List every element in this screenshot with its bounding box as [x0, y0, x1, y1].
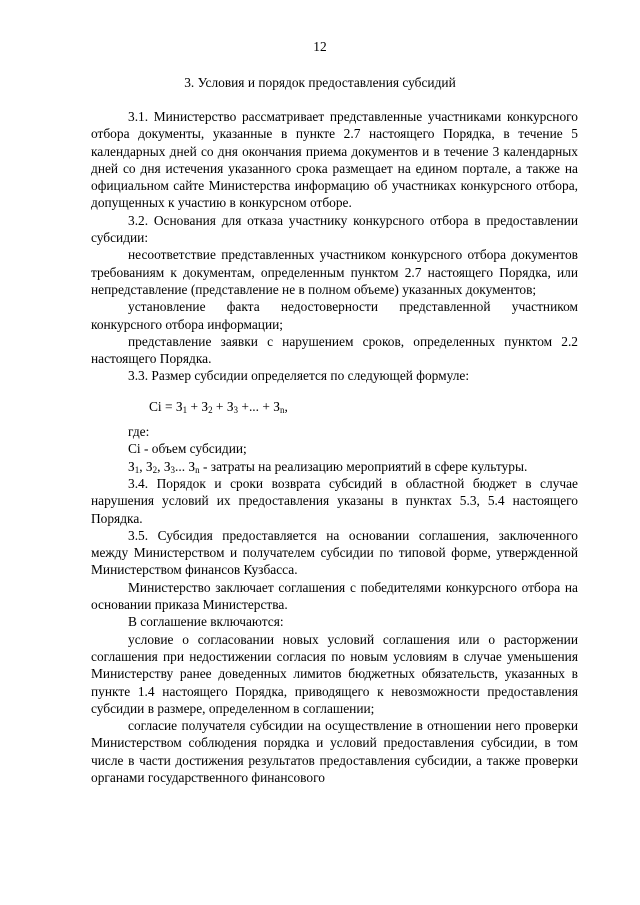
agreement-includes: В соглашение включаются: — [128, 614, 284, 630]
where-label: где: — [128, 424, 150, 440]
document-body — [91, 108, 578, 786]
section-title: 3. Условия и порядок предоставления субсидий — [184, 75, 456, 90]
refusal-reason-3: представление заявки с нарушением сроков, определенных пунктом 2.2 настоящего Порядка. — [91, 333, 578, 367]
where-costs: $З_1$, $З_2$, $З_3$... $З_n$ - затраты на реализацию мероприятий в сфере культуры. — [128, 458, 528, 475]
refusal-reason-2: установление факта недостоверности представленной участником конкурсного отбора информации; — [91, 299, 578, 332]
paragraph-3-4: 3.4. Порядок и сроки возврата субсидий в областной бюджет в случае нарушения условий их предоставления указаны в пунктах 5.3, 5.4 настоящего Порядка. — [91, 475, 578, 526]
paragraph-3-1: 3.1. Министерство рассматривает представленные участниками конкурсного отбора документы, указанные в пункте 2.7 настоящего Порядка, в течение 5 календарных дней со дня окончания приема документов и в течение 3 календарных дней со дня истечения указанного срока размещает на едином портале, а также на официальном сайте Министерства информацию об участниках конкурсного отбора, допущенных к участию в конкурсном отборе. — [91, 109, 578, 211]
page-number: 12 — [313, 39, 327, 54]
paragraph-3-5: 3.5. Субсидия предоставляется на основании соглашения, заключенного между Министерством и получателем субсидии по типовой форме, утвержденной Министерством финансов Кузбасса. — [91, 527, 578, 578]
subsidy-formula: $Ci = З_1 + З_2 + З_3$ +... + $З_n$, — [149, 398, 288, 415]
agreement-condition-1: условие о согласовании новых условий соглашения или о расторжении соглашения при недостижении согласия по новым условиям в случае уменьшения Министерству ранее доведенных лимитов бюджетных обязательств, указанных в пункте 1.4 настоящего Порядка, приводящего к невозможности предоставления субсидии в размере, определенном в соглашении; — [91, 631, 578, 716]
refusal-reason-1: несоответствие представленных участником конкурсного отбора документов требованиям к документам, определенным пунктом 2.7 настоящего Порядка, или непредставление (представление не в полном объеме) указанных документов; — [91, 247, 578, 297]
agreement-condition-2: согласие получателя субсидии на осуществление в отношении него проверки Министерством соблюдения порядка и условий предоставления субсидии, в том числе в части достижения результатов предоставления субсидии, а также проверки органами государственного финансового — [91, 718, 578, 785]
agreement-conclusion: Министерство заключает соглашения с победителями конкурсного отбора на основании приказа Министерства. — [91, 579, 578, 613]
paragraph-3-3: 3.3. Размер субсидии определяется по следующей формуле: — [128, 368, 470, 384]
where-ci: Ci - объем субсидии; — [128, 441, 247, 457]
paragraph-3-2: 3.2. Основания для отказа участнику конкурсного отбора в предоставлении субсидии: — [91, 212, 578, 246]
